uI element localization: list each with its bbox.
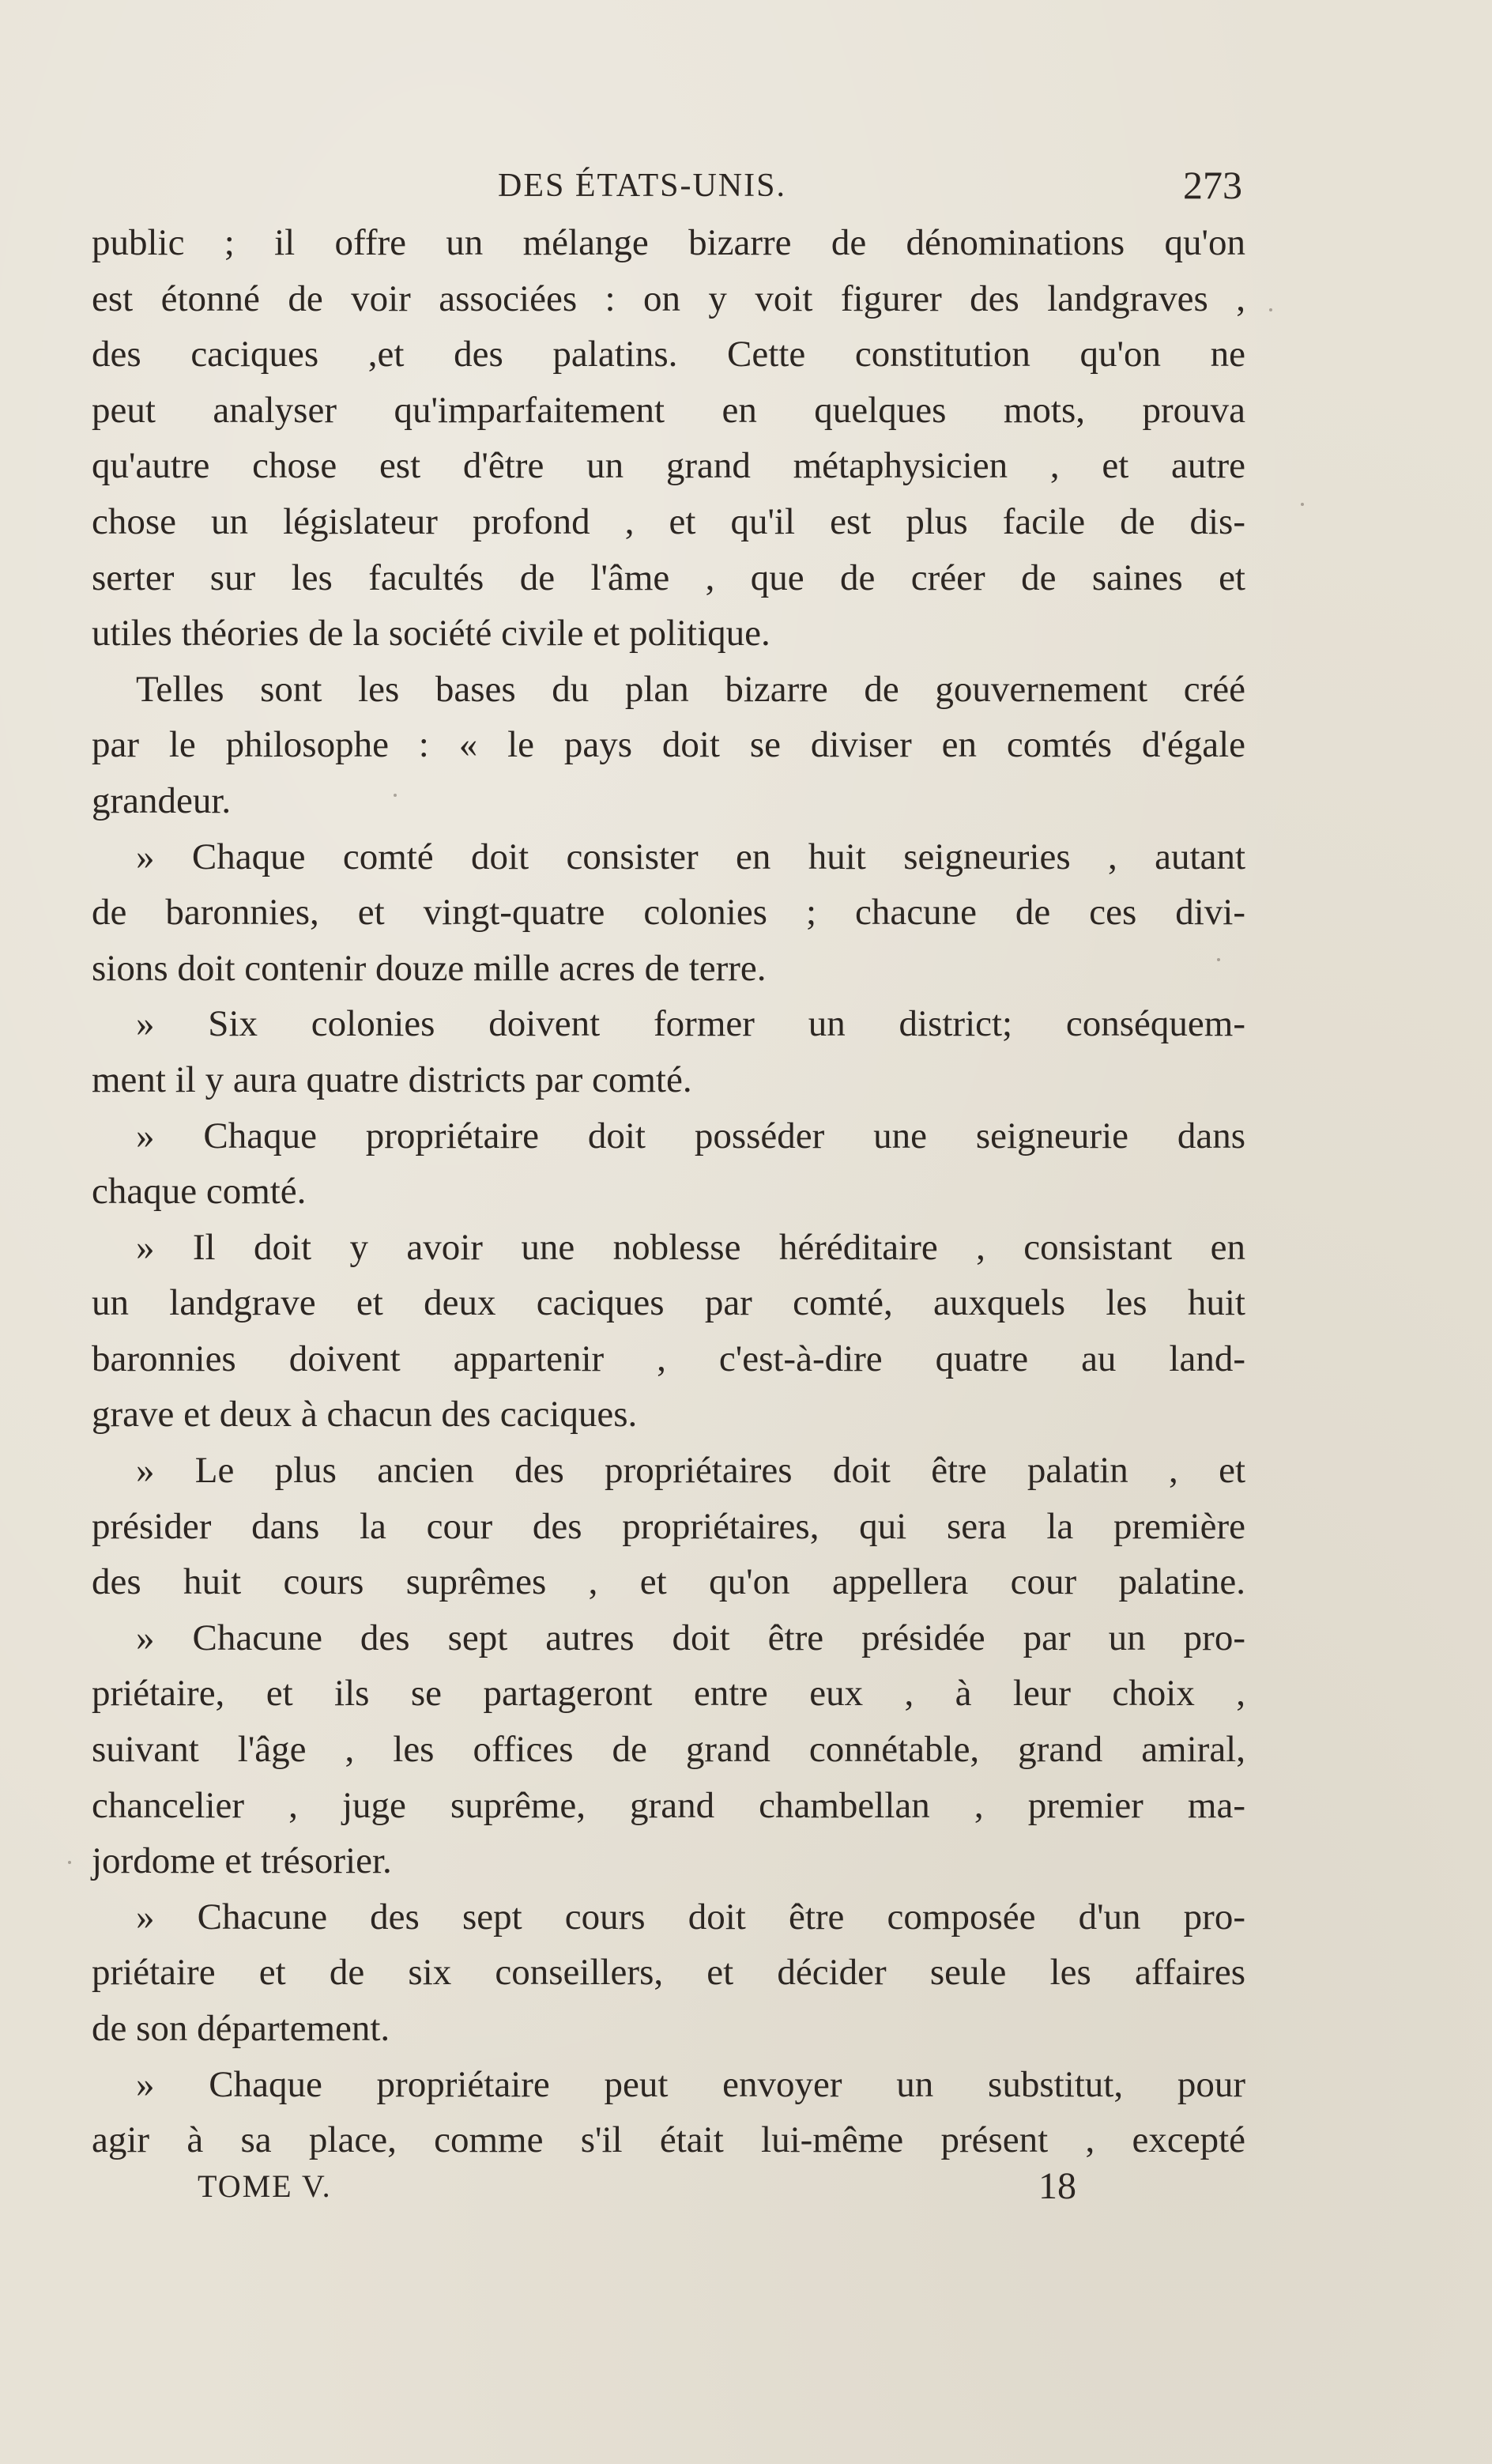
text-line: ment il y aura quatre districts par comté. xyxy=(92,1058,692,1100)
text-line: par le philosophe : « le pays doit se diviser en comtés d'égale xyxy=(92,724,1245,766)
text-line: public ; il offre un mélange bizarre de dénominations qu'on xyxy=(92,222,1245,263)
text-line: chaque comté. xyxy=(92,1171,307,1213)
text-line: des caciques ,et des palatins. Cette constitution qu'on ne xyxy=(92,334,1245,375)
text-line: des huit cours suprêmes , et qu'on appellera cour palatine. xyxy=(92,1561,1245,1603)
text-line: jordome et trésorier. xyxy=(92,1840,392,1882)
running-head xyxy=(92,162,1249,209)
paper-speck xyxy=(1269,308,1272,311)
paper-speck xyxy=(68,1861,71,1864)
volume-signature: TOME V. xyxy=(198,2168,332,2204)
text-line: » Chaque propriétaire peut envoyer un substitut, pour xyxy=(136,2063,1245,2105)
text-line: » Le plus ancien des propriétaires doit être palatin , et xyxy=(136,1450,1245,1492)
text-line: de son département. xyxy=(92,2008,390,2049)
text-line: chancelier , juge suprême, grand chambellan , premier ma- xyxy=(92,1784,1245,1826)
text-line: présider dans la cour des propriétaires, qui sera la première xyxy=(92,1505,1245,1547)
text-line: grandeur. xyxy=(92,779,232,821)
page-footer xyxy=(92,2164,1245,2212)
running-title: DES ÉTATS-UNIS. xyxy=(498,168,786,204)
text-line: agir à sa place, comme s'il était lui-même présent , excepté xyxy=(92,2119,1245,2161)
body-text xyxy=(92,215,1245,2168)
text-line: sions doit contenir douze mille acres de terre. xyxy=(92,947,767,989)
text-line: baronnies doivent appartenir , c'est-à-dire quatre au land- xyxy=(92,1338,1245,1379)
text-line: priétaire, et ils se partageront entre eux , à leur choix , xyxy=(92,1673,1245,1715)
paper-speck xyxy=(394,794,397,797)
text-line: serter sur les facultés de l'âme , que de créer de saines et xyxy=(92,557,1245,598)
text-line: chose un législateur profond , et qu'il est plus facile de dis- xyxy=(92,500,1245,542)
text-line: utiles théories de la société civile et politique. xyxy=(92,613,770,655)
text-line: peut analyser qu'imparfaitement en quelques mots, prouva xyxy=(92,389,1245,431)
paper-speck xyxy=(1301,503,1304,506)
text-line: » Chaque comté doit consister en huit seigneuries , autant xyxy=(136,836,1245,877)
signature-mark: 18 xyxy=(1038,2165,1076,2207)
text-line: suivant l'âge , les offices de grand connétable, grand amiral, xyxy=(92,1729,1245,1771)
text-line: » Chacune des sept cours doit être composée d'un pro- xyxy=(136,1896,1245,1938)
text-line: est étonné de voir associées : on y voit figurer des landgraves , xyxy=(92,277,1245,319)
text-line: qu'autre chose est d'être un grand métaphysicien , et autre xyxy=(92,445,1245,487)
text-line: priétaire et de six conseillers, et décider seule les affaires xyxy=(92,1952,1245,1994)
text-line: » Six colonies doivent former un district; conséquem- xyxy=(136,1003,1245,1045)
text-line: de baronnies, et vingt-quatre colonies ; chacune de ces divi- xyxy=(92,892,1245,934)
text-line: » Chaque propriétaire doit posséder une seigneurie dans xyxy=(136,1115,1245,1157)
text-line: » Chacune des sept autres doit être présidée par un pro- xyxy=(136,1617,1245,1658)
paper-speck xyxy=(1217,958,1220,961)
text-line: un landgrave et deux caciques par comté, auxquels les huit xyxy=(92,1282,1245,1324)
text-line: grave et deux à chacun des caciques. xyxy=(92,1394,638,1436)
page-number: 273 xyxy=(1183,163,1242,207)
text-line: Telles sont les bases du plan bizarre de gouvernement créé xyxy=(136,668,1245,710)
text-line: » Il doit y avoir une noblesse héréditaire , consistant en xyxy=(136,1226,1245,1268)
